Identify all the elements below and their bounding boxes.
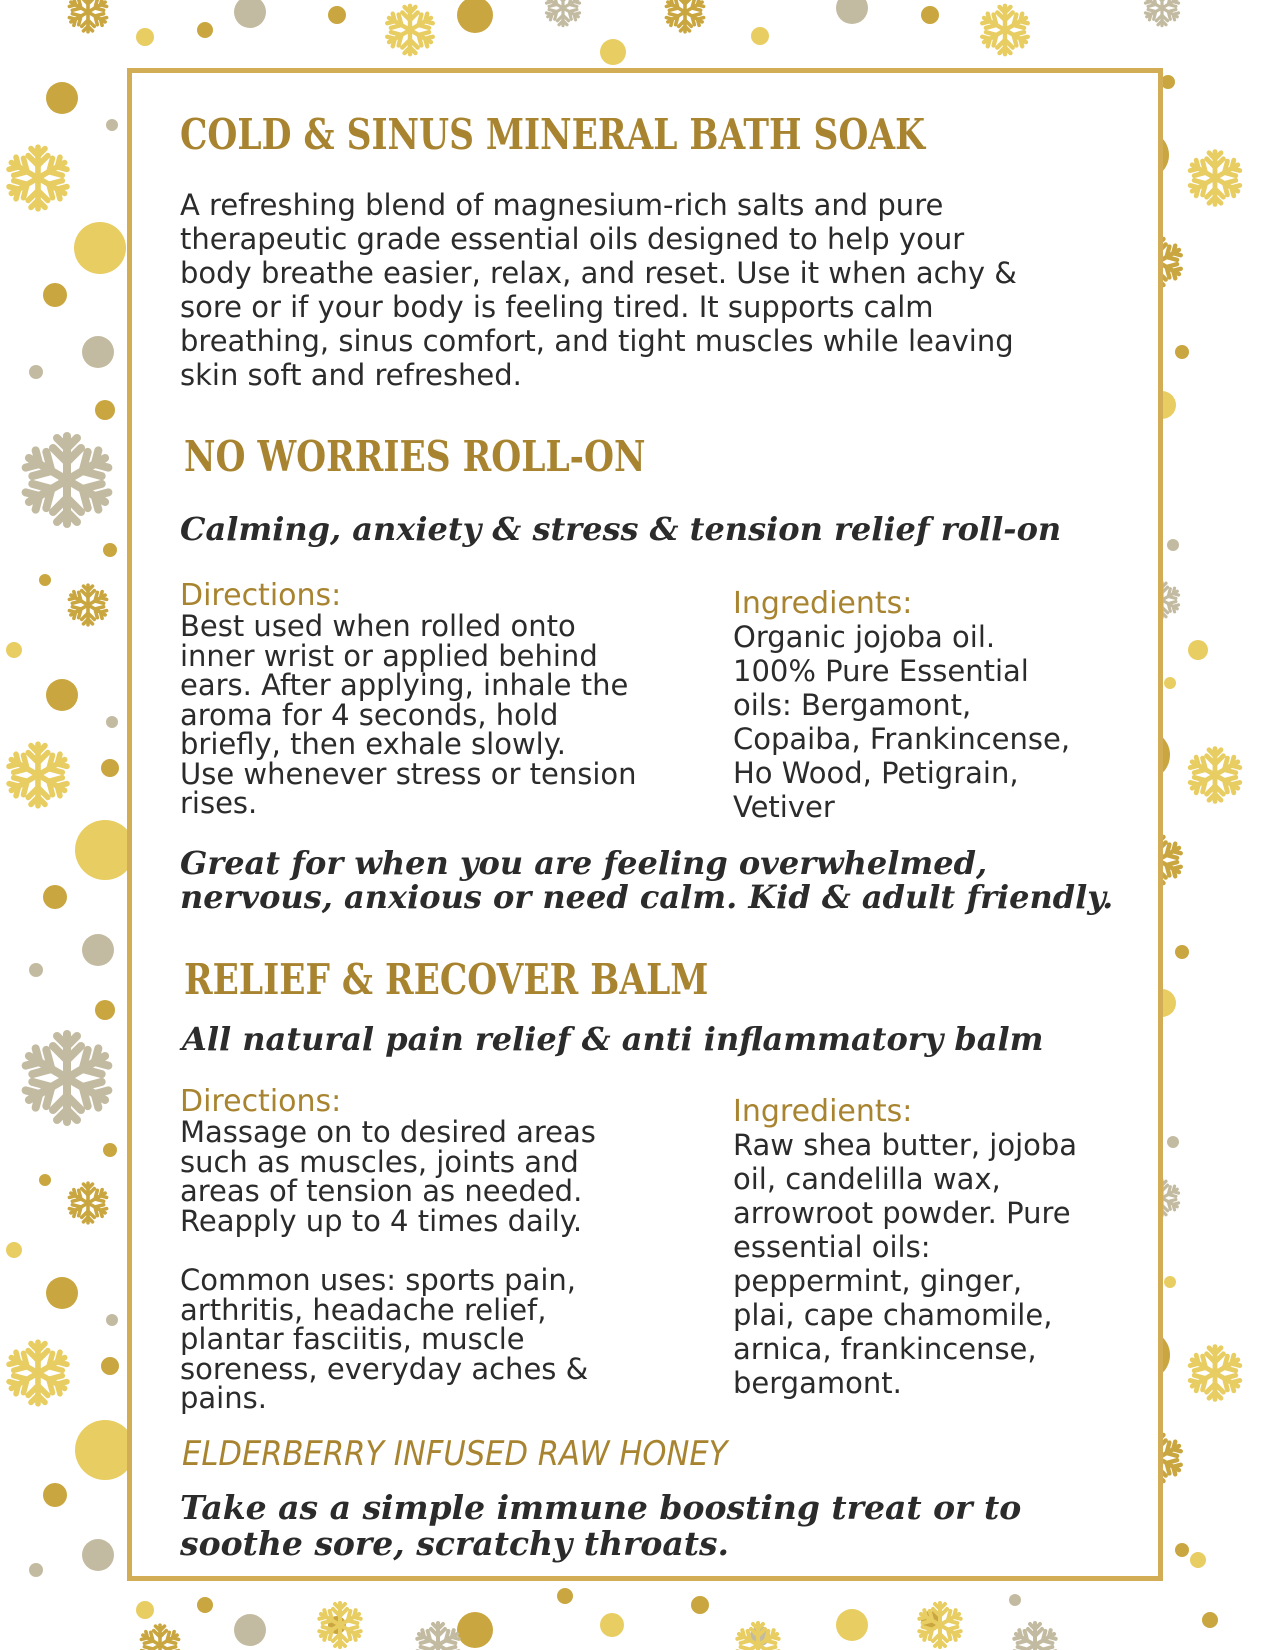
directions-line: briefly, then exhale slowly. bbox=[180, 727, 566, 761]
decorative-dot bbox=[836, 0, 868, 24]
decorative-dot bbox=[106, 1314, 118, 1326]
snowflake-icon bbox=[1188, 1347, 1242, 1400]
directions-label: Directions: bbox=[180, 1084, 342, 1119]
decorative-dot bbox=[457, 0, 493, 33]
snowflake-icon bbox=[735, 1623, 780, 1650]
decorative-dot bbox=[46, 82, 78, 114]
directions-line: Massage on to desired areas bbox=[180, 1115, 596, 1149]
decorative-dot bbox=[101, 759, 119, 777]
uses-line: plantar fasciitis, muscle bbox=[180, 1322, 525, 1356]
decorative-dot bbox=[29, 365, 43, 379]
soak-line: skin soft and refreshed. bbox=[180, 358, 522, 392]
uses-line: soreness, everyday aches & bbox=[180, 1351, 589, 1386]
uses-line: pains. bbox=[180, 1381, 267, 1415]
decorative-dot bbox=[328, 6, 346, 24]
decorative-dot bbox=[1167, 539, 1179, 551]
closing-line: Great for when you are feeling overwhelmed, bbox=[180, 844, 988, 882]
decorative-dot bbox=[197, 22, 213, 38]
snowflake-icon bbox=[317, 1603, 362, 1647]
decorative-dot bbox=[600, 1613, 624, 1637]
directions-line: rises. bbox=[180, 786, 258, 820]
snowflake-icon bbox=[22, 436, 112, 524]
decorative-dot bbox=[600, 39, 626, 65]
directions-line: such as muscles, joints and bbox=[180, 1144, 579, 1179]
decorative-dot bbox=[921, 6, 939, 24]
decorative-dot bbox=[6, 642, 22, 658]
decorative-dot bbox=[136, 1601, 154, 1619]
ingredients-line: oils: Bergamont, bbox=[733, 688, 972, 722]
ingredients-line: 100% Pure Essential bbox=[733, 654, 1029, 688]
decorative-dot bbox=[75, 820, 135, 880]
snowflake-icon bbox=[1012, 1623, 1057, 1650]
decorative-dot bbox=[82, 336, 114, 368]
balm-ingredients bbox=[733, 1096, 1153, 1400]
snowflake-icon bbox=[415, 1623, 460, 1650]
ingredients-label: Ingredients: bbox=[733, 586, 913, 621]
closing-line: nervous, anxious or need calm. Kid & adult friendly. bbox=[180, 878, 1114, 916]
snowflake-icon bbox=[140, 1625, 181, 1650]
honey-line: soothe sore, scratchy throats. bbox=[180, 1524, 730, 1563]
directions-line: inner wrist or applied behind bbox=[180, 638, 598, 673]
decorative-dot bbox=[836, 1609, 868, 1641]
balm-title: RELIEF & RECOVER BALM bbox=[184, 955, 709, 1004]
uses-line: arthritis, headache relief, bbox=[180, 1292, 547, 1327]
common-uses bbox=[180, 1263, 680, 1415]
snowflake-icon bbox=[6, 744, 69, 806]
decorative-dot bbox=[95, 400, 115, 420]
decorative-dot bbox=[234, 0, 266, 28]
soak-description bbox=[180, 188, 1120, 392]
decorative-dot bbox=[95, 1000, 115, 1020]
ingredients-line: oil, candelilla wax, bbox=[733, 1162, 1001, 1196]
decorative-dot bbox=[82, 934, 114, 966]
decorative-dot bbox=[6, 1242, 22, 1258]
ingredients-line: arrowroot powder. Pure bbox=[733, 1196, 1071, 1230]
snowflake-icon bbox=[385, 6, 435, 54]
decorative-dot bbox=[82, 1539, 114, 1571]
decorative-dot bbox=[74, 222, 126, 274]
directions-line: Reapply up to 4 times daily. bbox=[180, 1203, 583, 1238]
rollon-ingredients bbox=[733, 588, 1153, 824]
decorative-dot bbox=[136, 28, 154, 46]
decorative-dot bbox=[1175, 345, 1189, 359]
ingredients-line: Vetiver bbox=[733, 790, 835, 824]
decorative-dot bbox=[106, 716, 118, 728]
soak-line: breathing, sinus comfort, and tight muscles while leaving bbox=[180, 324, 1014, 358]
directions-line: aroma for 4 seconds, hold bbox=[180, 697, 559, 732]
snowflake-icon bbox=[980, 6, 1030, 54]
snowflake-icon bbox=[665, 0, 706, 32]
decorative-dot bbox=[751, 27, 769, 45]
balm-tagline: All natural pain relief & anti inflammatory balm bbox=[182, 1020, 1044, 1058]
ingredients-line: arnica, frankincense, bbox=[733, 1332, 1037, 1366]
ingredients-line: plai, cape chamomile, bbox=[733, 1298, 1053, 1332]
decorative-dot bbox=[46, 679, 78, 711]
rollon-closing bbox=[180, 846, 1113, 914]
decorative-dot bbox=[1009, 1594, 1021, 1606]
decorative-dot bbox=[1175, 1543, 1189, 1557]
balm-directions bbox=[180, 1086, 680, 1414]
soak-line: A refreshing blend of magnesium-rich salts and pure bbox=[180, 188, 944, 222]
honey-title: ELDERBERRY INFUSED RAW HONEY bbox=[182, 1434, 728, 1474]
soak-line: therapeutic grade essential oils designed to help your bbox=[180, 222, 965, 256]
snowflake-icon bbox=[68, 1183, 109, 1223]
ingredients-line: Copaiba, Frankincense, bbox=[733, 722, 1071, 756]
rollon-tagline: Calming, anxiety & stress & tension relief roll-on bbox=[180, 510, 1062, 548]
directions-line: Use whenever stress or tension bbox=[180, 756, 637, 791]
ingredients-label: Ingredients: bbox=[733, 1094, 913, 1129]
decorative-dot bbox=[1175, 945, 1189, 959]
decorative-dot bbox=[1167, 1136, 1179, 1148]
snowflake-icon bbox=[68, 585, 109, 625]
directions-line: ears. After applying, inhale the bbox=[180, 668, 629, 702]
snowflake-icon bbox=[1188, 749, 1242, 802]
decorative-dot bbox=[197, 1597, 213, 1613]
honey-line: Take as a simple immune boosting treat or to bbox=[180, 1488, 1022, 1527]
rollon-title: NO WORRIES ROLL-ON bbox=[184, 432, 646, 481]
decorative-dot bbox=[1202, 1612, 1218, 1628]
directions-line: areas of tension as needed. bbox=[180, 1174, 583, 1208]
ingredients-line: Organic jojoba oil. bbox=[733, 620, 996, 654]
decorative-dot bbox=[103, 1143, 117, 1157]
soak-title: COLD & SINUS MINERAL BATH SOAK bbox=[180, 110, 926, 159]
decorative-dot bbox=[75, 1420, 135, 1480]
decorative-dot bbox=[29, 963, 43, 977]
ingredients-line: Raw shea butter, jojoba bbox=[733, 1128, 1078, 1162]
decorative-dot bbox=[43, 283, 67, 307]
decorative-dot bbox=[1190, 1552, 1206, 1568]
snowflake-icon bbox=[545, 0, 581, 26]
snowflake-icon bbox=[68, 0, 109, 32]
decorative-dot bbox=[43, 1483, 67, 1507]
decorative-dot bbox=[234, 1614, 266, 1646]
decorative-dot bbox=[1164, 677, 1176, 689]
decorative-dot bbox=[691, 1596, 709, 1614]
decorative-dot bbox=[1188, 640, 1208, 660]
rollon-directions bbox=[180, 580, 680, 819]
decorative-dot bbox=[39, 1174, 51, 1186]
ingredients-line: bergamont. bbox=[733, 1366, 902, 1400]
decorative-dot bbox=[46, 1277, 78, 1309]
uses-line: Common uses: sports pain, bbox=[180, 1263, 576, 1297]
decorative-dot bbox=[101, 1357, 119, 1375]
snowflake-icon bbox=[1144, 0, 1180, 26]
decorative-dot bbox=[29, 1563, 43, 1577]
decorative-dot bbox=[457, 1612, 493, 1648]
decorative-dot bbox=[106, 119, 118, 131]
ingredients-line: Ho Wood, Petigrain, bbox=[733, 756, 1019, 790]
directions-line: Best used when rolled onto bbox=[180, 609, 576, 643]
soak-line: sore or if your body is feeling tired. It supports calm bbox=[180, 290, 934, 324]
ingredients-line: essential oils: bbox=[733, 1230, 931, 1264]
snowflake-icon bbox=[1188, 152, 1242, 205]
honey-description bbox=[180, 1490, 1021, 1562]
decorative-dot bbox=[1164, 1276, 1176, 1288]
directions-label: Directions: bbox=[180, 578, 342, 613]
decorative-dot bbox=[557, 1588, 573, 1604]
decorative-dot bbox=[1161, 75, 1175, 89]
decorative-dot bbox=[103, 543, 117, 557]
snowflake-icon bbox=[6, 147, 69, 209]
snowflake-icon bbox=[22, 1034, 112, 1122]
decorative-dot bbox=[39, 574, 51, 586]
soak-line: body breathe easier, relax, and reset. Use it when achy & bbox=[180, 256, 1017, 290]
ingredients-line: peppermint, ginger, bbox=[733, 1264, 1023, 1298]
snowflake-icon bbox=[6, 1342, 69, 1404]
decorative-dot bbox=[43, 885, 67, 909]
